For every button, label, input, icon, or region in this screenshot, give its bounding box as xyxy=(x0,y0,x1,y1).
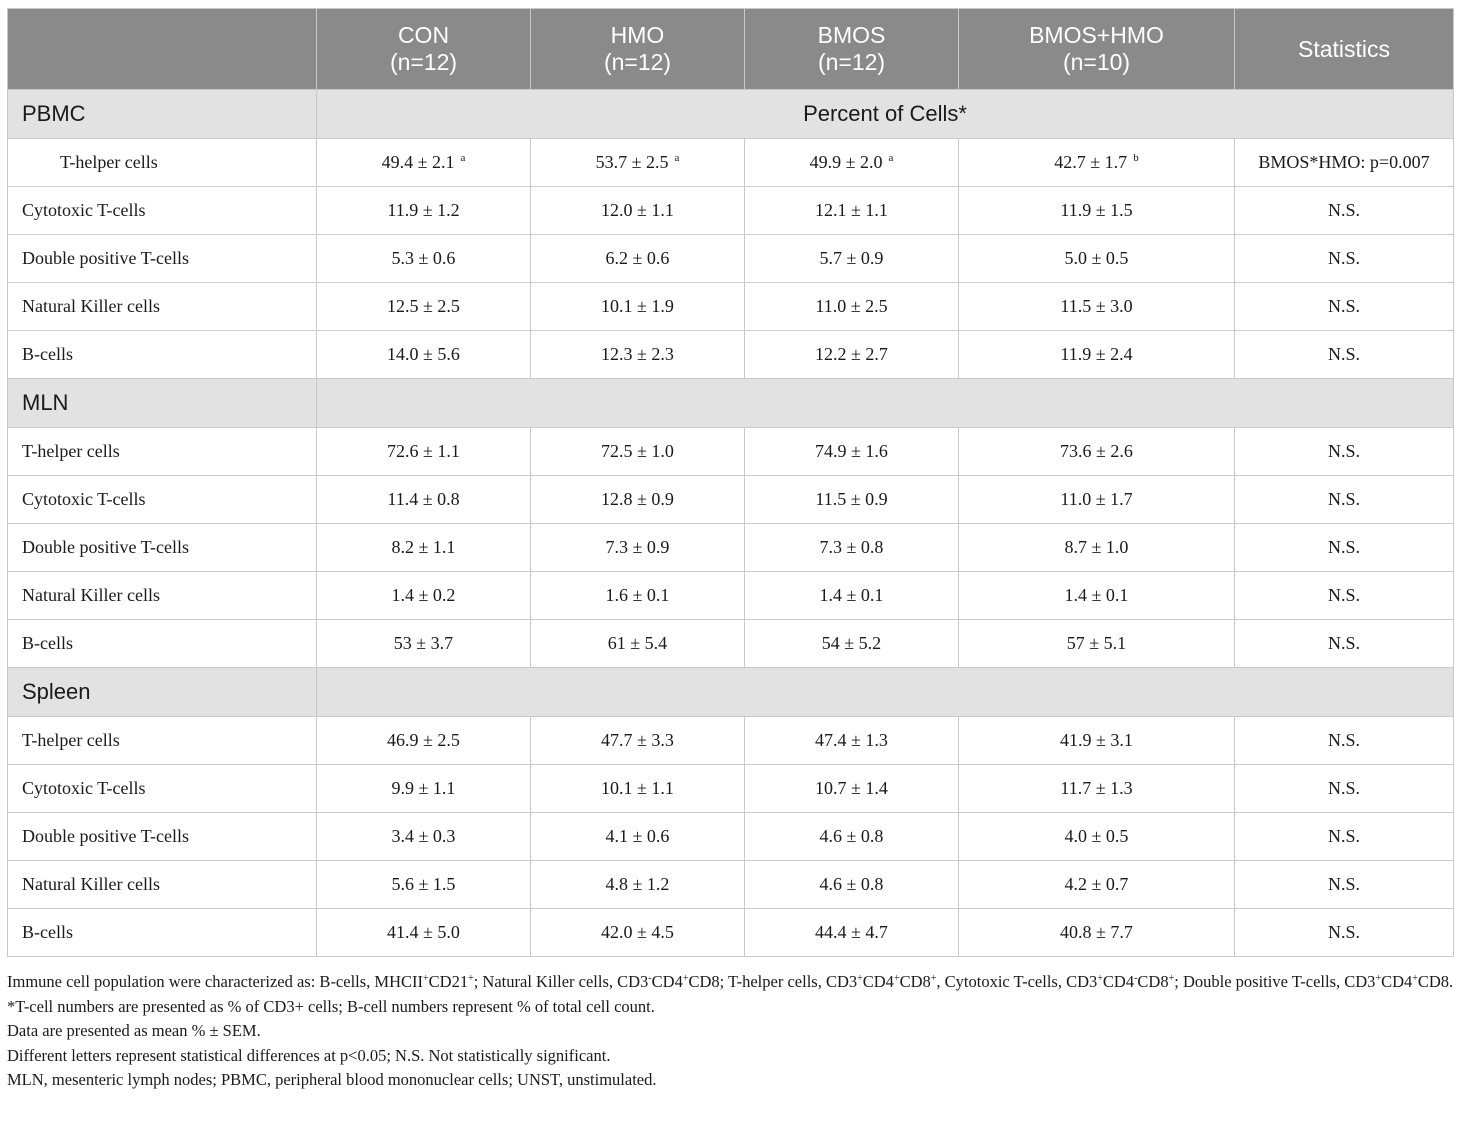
row-label: T-helper cells xyxy=(8,428,317,476)
cell-bmos: 4.6 ± 0.8 xyxy=(745,813,959,861)
cell-bmos: 47.4 ± 1.3 xyxy=(745,717,959,765)
row-label: B-cells xyxy=(8,620,317,668)
cell-statistics: N.S. xyxy=(1235,765,1454,813)
cell-bmos-hmo: 4.2 ± 0.7 xyxy=(959,861,1235,909)
cell-hmo: 12.0 ± 1.1 xyxy=(531,187,745,235)
cell-con: 11.9 ± 1.2 xyxy=(317,187,531,235)
cell-statistics: N.S. xyxy=(1235,235,1454,283)
cell-con: 46.9 ± 2.5 xyxy=(317,717,531,765)
row-label: Natural Killer cells xyxy=(8,861,317,909)
table-row xyxy=(8,524,1454,572)
cell-hmo: 61 ± 5.4 xyxy=(531,620,745,668)
cell-con: 5.3 ± 0.6 xyxy=(317,235,531,283)
table-row xyxy=(8,909,1454,957)
cell-hmo: 53.7 ± 2.5 $^a$ xyxy=(531,139,745,187)
table-row xyxy=(8,717,1454,765)
cell-bmos-hmo: 11.0 ± 1.7 xyxy=(959,476,1235,524)
table-container xyxy=(7,8,1453,957)
cell-bmos-hmo: 42.7 ± 1.7 $^b$ xyxy=(959,139,1235,187)
header-bmos-hmo: BMOS+HMO (n=10) xyxy=(959,9,1235,90)
cell-bmos-hmo: 40.8 ± 7.7 xyxy=(959,909,1235,957)
cell-bmos: 44.4 ± 4.7 xyxy=(745,909,959,957)
row-label: Cytotoxic T-cells xyxy=(8,765,317,813)
cell-bmos: 74.9 ± 1.6 xyxy=(745,428,959,476)
table-row xyxy=(8,861,1454,909)
table-row xyxy=(8,187,1454,235)
row-label: Natural Killer cells xyxy=(8,572,317,620)
cell-con: 14.0 ± 5.6 xyxy=(317,331,531,379)
table-footnotes xyxy=(7,970,1457,1093)
section-row-spleen xyxy=(8,668,1454,717)
cell-bmos-hmo: 1.4 ± 0.1 xyxy=(959,572,1235,620)
cell-hmo: 10.1 ± 1.9 xyxy=(531,283,745,331)
header-hmo: HMO (n=12) xyxy=(531,9,745,90)
section-span-empty xyxy=(317,379,1454,428)
cell-statistics: N.S. xyxy=(1235,861,1454,909)
table-row xyxy=(8,283,1454,331)
footnote-data-presentation: Data are presented as mean % ± SEM. xyxy=(7,1021,261,1041)
footnote-letters: Different letters represent statistical differences at p<0.05; N.S. Not statistically significant. xyxy=(7,1045,611,1065)
cell-statistics: N.S. xyxy=(1235,572,1454,620)
cell-hmo: 6.2 ± 0.6 xyxy=(531,235,745,283)
cell-statistics: N.S. xyxy=(1235,187,1454,235)
cell-bmos: 11.5 ± 0.9 xyxy=(745,476,959,524)
cell-statistics: N.S. xyxy=(1235,620,1454,668)
cell-hmo: 12.3 ± 2.3 xyxy=(531,331,745,379)
cell-hmo: 7.3 ± 0.9 xyxy=(531,524,745,572)
cell-con: 1.4 ± 0.2 xyxy=(317,572,531,620)
cell-bmos-hmo: 5.0 ± 0.5 xyxy=(959,235,1235,283)
cell-statistics: N.S. xyxy=(1235,524,1454,572)
cell-bmos-hmo: 11.5 ± 3.0 xyxy=(959,283,1235,331)
cell-con: 11.4 ± 0.8 xyxy=(317,476,531,524)
cell-con: 5.6 ± 1.5 xyxy=(317,861,531,909)
cell-hmo: 42.0 ± 4.5 xyxy=(531,909,745,957)
cell-statistics: N.S. xyxy=(1235,813,1454,861)
row-label: B-cells xyxy=(8,331,317,379)
table-row xyxy=(8,765,1454,813)
table-row xyxy=(8,572,1454,620)
cell-hmo: 4.1 ± 0.6 xyxy=(531,813,745,861)
cell-bmos: 1.4 ± 0.1 xyxy=(745,572,959,620)
header-statistics: Statistics xyxy=(1235,9,1454,90)
row-label: Cytotoxic T-cells xyxy=(8,476,317,524)
cell-statistics: N.S. xyxy=(1235,428,1454,476)
cell-bmos-hmo: 73.6 ± 2.6 xyxy=(959,428,1235,476)
footnote-percent-definition: *T-cell numbers are presented as % of CD3+ cells; B-cell numbers represent % of total cell count. xyxy=(7,996,655,1016)
row-label: Natural Killer cells xyxy=(8,283,317,331)
table-row xyxy=(8,620,1454,668)
section-span-label: Percent of Cells* xyxy=(317,90,1454,139)
row-label: Cytotoxic T-cells xyxy=(8,187,317,235)
section-label: MLN xyxy=(8,379,317,428)
cell-bmos: 12.2 ± 2.7 xyxy=(745,331,959,379)
cell-con: 3.4 ± 0.3 xyxy=(317,813,531,861)
cell-hmo: 1.6 ± 0.1 xyxy=(531,572,745,620)
table-row xyxy=(8,139,1454,187)
cell-bmos: 54 ± 5.2 xyxy=(745,620,959,668)
header-bmos: BMOS (n=12) xyxy=(745,9,959,90)
cell-con: 9.9 ± 1.1 xyxy=(317,765,531,813)
cell-statistics: BMOS*HMO: p=0.007 xyxy=(1235,139,1454,187)
cell-bmos: 5.7 ± 0.9 xyxy=(745,235,959,283)
header-empty xyxy=(8,9,317,90)
header-con: CON (n=12) xyxy=(317,9,531,90)
section-row-mln xyxy=(8,379,1454,428)
cell-bmos-hmo: 8.7 ± 1.0 xyxy=(959,524,1235,572)
cell-con: 8.2 ± 1.1 xyxy=(317,524,531,572)
cell-hmo: 72.5 ± 1.0 xyxy=(531,428,745,476)
row-label: Double positive T-cells xyxy=(8,235,317,283)
cell-statistics: N.S. xyxy=(1235,476,1454,524)
immune-cell-table xyxy=(7,8,1454,957)
footnote-cell-definitions: Immune cell population were characterized as: B-cells, MHCII+CD21+; Natural Killer cells, CD3-CD4+CD8; T-helper cells, CD3+CD4+CD8+, Cytotoxic T-cells, CD3+CD4-CD8+; Double positive T-cells, CD3+CD4+CD8. xyxy=(7,972,1454,991)
cell-hmo: 12.8 ± 0.9 xyxy=(531,476,745,524)
cell-bmos-hmo: 4.0 ± 0.5 xyxy=(959,813,1235,861)
footnote-abbreviations: MLN, mesenteric lymph nodes; PBMC, peripheral blood mononuclear cells; UNST, unstimulated. xyxy=(7,1070,657,1090)
header-row xyxy=(8,9,1454,90)
row-label: T-helper cells xyxy=(8,139,317,187)
table-row xyxy=(8,235,1454,283)
cell-con: 41.4 ± 5.0 xyxy=(317,909,531,957)
table-row xyxy=(8,476,1454,524)
cell-bmos-hmo: 11.7 ± 1.3 xyxy=(959,765,1235,813)
section-label: PBMC xyxy=(8,90,317,139)
cell-con: 49.4 ± 2.1 $^a$ xyxy=(317,139,531,187)
cell-bmos: 12.1 ± 1.1 xyxy=(745,187,959,235)
row-label: Double positive T-cells xyxy=(8,524,317,572)
row-label: T-helper cells xyxy=(8,717,317,765)
cell-bmos: 7.3 ± 0.8 xyxy=(745,524,959,572)
cell-statistics: N.S. xyxy=(1235,283,1454,331)
cell-con: 72.6 ± 1.1 xyxy=(317,428,531,476)
cell-bmos: 4.6 ± 0.8 xyxy=(745,861,959,909)
cell-bmos-hmo: 57 ± 5.1 xyxy=(959,620,1235,668)
table-row xyxy=(8,331,1454,379)
table-row xyxy=(8,813,1454,861)
cell-bmos-hmo: 11.9 ± 2.4 xyxy=(959,331,1235,379)
cell-bmos-hmo: 41.9 ± 3.1 xyxy=(959,717,1235,765)
cell-con: 53 ± 3.7 xyxy=(317,620,531,668)
cell-hmo: 47.7 ± 3.3 xyxy=(531,717,745,765)
cell-bmos: 49.9 ± 2.0 $^a$ xyxy=(745,139,959,187)
row-label: B-cells xyxy=(8,909,317,957)
section-span-empty xyxy=(317,668,1454,717)
section-row-pbmc xyxy=(8,90,1454,139)
table-row xyxy=(8,428,1454,476)
cell-hmo: 10.1 ± 1.1 xyxy=(531,765,745,813)
cell-statistics: N.S. xyxy=(1235,909,1454,957)
row-label: Double positive T-cells xyxy=(8,813,317,861)
cell-bmos: 10.7 ± 1.4 xyxy=(745,765,959,813)
cell-bmos: 11.0 ± 2.5 xyxy=(745,283,959,331)
section-label: Spleen xyxy=(8,668,317,717)
cell-statistics: N.S. xyxy=(1235,331,1454,379)
cell-con: 12.5 ± 2.5 xyxy=(317,283,531,331)
cell-statistics: N.S. xyxy=(1235,717,1454,765)
cell-hmo: 4.8 ± 1.2 xyxy=(531,861,745,909)
cell-bmos-hmo: 11.9 ± 1.5 xyxy=(959,187,1235,235)
